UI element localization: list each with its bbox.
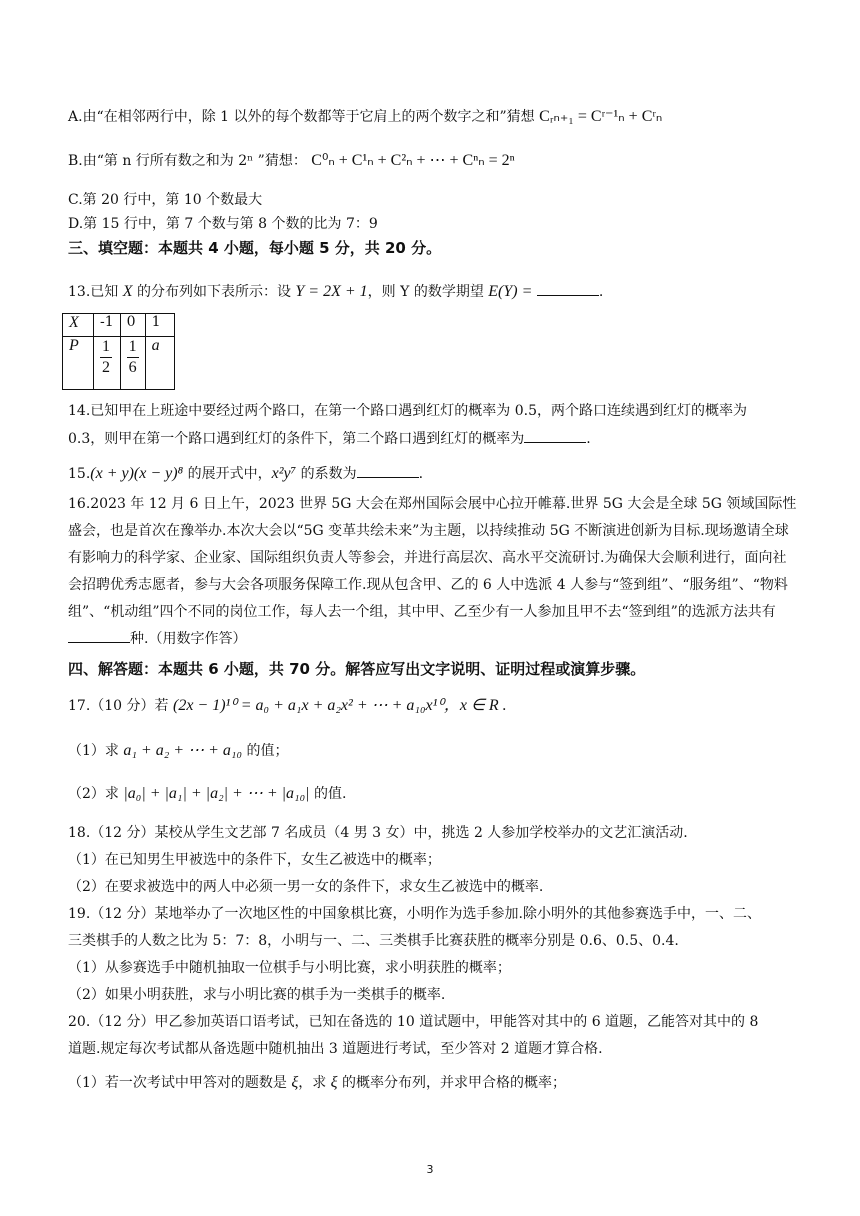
q17-p1-suffix: 的值；: [242, 743, 289, 759]
fraction: [127, 337, 139, 378]
q16-text: 16.2023 年 12 月 6 日上午，2023 世界 5G 大会在郑州国际会展中心拉开帷幕.世界 5G 大会是全球 5G 领域国际性盛会，也是首次在豫举办.本次大会以“5G 变革共绘未来”为主题，以持续推动 5G 不断演进创新为目标.现场邀请全球有影响力的科学家、企业家、国际组织负责人等参会，并进行高层次、高水平交流研讨.为确保大会顺利进行，面向社会招聘优秀志愿者，参与大会各项服务保障工作.现从包含甲、乙的 6 人中选派 4 人参与“签到组”、“服务组”、“物料组”、“机动组”四个不同的岗位工作，每人去一个组，其中甲、乙至少有一人参加且甲不去“签到组”的选派方法共有: [68, 496, 797, 620]
q13-var-x: X: [122, 283, 133, 300]
question-14-line-1: 14.已知甲在上班途中要经过两个路口，在第一个路口遇到红灯的概率为 0.5，两个路口连续遇到红灯的概率为: [68, 403, 747, 419]
q16-answer-blank[interactable]: [68, 628, 130, 643]
table-row: [63, 314, 175, 337]
q15-expression: (x + y)(x − y)⁸: [90, 465, 184, 482]
q13-answer-blank[interactable]: [537, 281, 599, 296]
question-20-line-2: 道题.规定每次考试都从备选题中随机抽出 3 道题进行考试，至少答对 2 道题才算合格.: [68, 1041, 603, 1057]
question-17-part-2: [68, 784, 346, 804]
table-cell: 1: [145, 314, 174, 337]
q15-mid: 的展开式中，: [183, 466, 272, 482]
fraction: [100, 337, 112, 378]
q17-domain: ，x ∈ R .: [443, 697, 507, 714]
question-19-line-1: 19.（12 分）某地举办了一次地区性的中国象棋比赛，小明作为选手参加.除小明外的其他参赛选手中，一、二、: [68, 906, 761, 922]
table-cell: X: [63, 314, 94, 337]
q17-prefix: 17.（10 分）若: [68, 698, 173, 714]
q14-text: 0.3，则甲在第一个路口遇到红灯的条件下，第二个路口遇到红灯的概率为: [68, 431, 525, 447]
q20-xi: ξ: [291, 1074, 299, 1091]
q13-formula: Y = 2X + 1: [295, 283, 368, 300]
section-4-heading: 四、解答题：本题共 6 小题，共 70 分。解答应写出文字说明、证明过程或演算步骤。: [68, 660, 646, 678]
section-3-heading: 三、填空题：本题共 4 小题，每小题 5 分，共 20 分。: [68, 239, 442, 257]
question-18-part-2: （2）在要求被选中的两人中必须一男一女的条件下，求女生乙被选中的概率.: [68, 879, 544, 895]
q16-suffix: 种.（用数字作答）: [130, 631, 247, 647]
q17-p1-formula: a₁ + a₂ + ⋯ + a₁₀: [123, 742, 242, 759]
q20-xi-2: ξ: [330, 1074, 338, 1091]
q13-text-b: 的分布列如下表所示：设: [132, 284, 296, 300]
q17-p1-prefix: （1）求: [68, 743, 124, 759]
q14-answer-blank[interactable]: [524, 428, 586, 443]
q20-p1-prefix: （1）若一次考试中甲答对的题数是: [68, 1075, 292, 1091]
question-19-line-2: 三类棋手的人数之比为 5：7：8，小明与一、二、三类棋手比赛获胜的概率分别是 0.6、0.5、0.4.: [68, 933, 679, 949]
distribution-table: [62, 313, 175, 390]
fraction-denominator: 6: [128, 359, 137, 376]
option-b: [68, 151, 515, 171]
q13-text-a: 13.已知: [68, 284, 123, 300]
table-cell: a: [145, 337, 174, 390]
q17-p2-prefix: （2）求: [68, 786, 124, 802]
page-number: 3: [426, 1163, 434, 1176]
question-17: [68, 696, 507, 716]
question-15: 15.(x + y)(x − y)⁸ 的展开式中，x²y⁷ 的系数为 .: [68, 465, 424, 482]
q17-p2-suffix: 的值.: [309, 786, 347, 802]
table-cell: P: [63, 337, 94, 390]
option-d: D.第 15 行中，第 7 个数与第 8 个数的比为 7：9: [68, 216, 378, 232]
q15-term: x²y⁷: [271, 465, 297, 482]
option-b-formula: C⁰ₙ + C¹ₙ + C²ₙ + ⋯ + Cⁿₙ = 2ⁿ: [311, 152, 515, 169]
question-19-part-1: （1）从参赛选手中随机抽取一位棋手与小明比赛，求小明获胜的概率；: [68, 960, 511, 976]
q20-p1-mid: ，求: [298, 1075, 331, 1091]
q15-prefix: 15.: [68, 466, 91, 482]
q15-suffix: 的系数为: [296, 466, 357, 482]
table-cell: -1: [94, 314, 121, 337]
question-18: 18.（12 分）某校从学生文艺部 7 名成员（4 男 3 女）中，挑选 2 人参加学校举办的文艺汇演活动.: [68, 825, 688, 841]
question-19-part-2: （2）如果小明获胜，求与小明比赛的棋手为一类棋手的概率.: [68, 987, 446, 1003]
question-14-line-2: 0.3，则甲在第一个路口遇到红灯的条件下，第二个路口遇到红灯的概率为 .: [68, 428, 591, 449]
question-16: [68, 491, 798, 653]
table-cell: [94, 337, 121, 390]
option-a: [68, 107, 662, 127]
table-cell: 0: [120, 314, 145, 337]
q13-text-c: ，则 Y 的数学期望: [367, 284, 489, 300]
option-c: C.第 20 行中，第 10 个数最大: [68, 192, 263, 208]
q13-expectation: E(Y) =: [488, 283, 533, 300]
option-b-text: B.由“第 n 行所有数之和为 2ⁿ ”猜想：: [68, 153, 307, 169]
question-18-part-1: （1）在已知男生甲被选中的条件下，女生乙被选中的概率；: [68, 852, 441, 868]
q17-p2-formula: |a₀| + |a₁| + |a₂| + ⋯ + |a₁₀|: [123, 785, 310, 802]
fraction-denominator: 2: [102, 359, 110, 376]
q17-formula: (2x − 1)¹⁰ = a₀ + a₁x + a₂x² + ⋯ + a₁₀x¹⁰: [172, 697, 444, 714]
question-20-part-1: [68, 1073, 566, 1093]
question-13: 13.已知 X 的分布列如下表所示：设 Y = 2X + 1，则 Y 的数学期望 E(Y) = .: [68, 283, 604, 300]
option-a-text: A.由“在相邻两行中，除 1 以外的每个数都等于它肩上的两个数字之和”猜想: [68, 109, 535, 125]
table-cell: [120, 337, 145, 390]
q20-p1-suffix: 的概率分布列，并求甲合格的概率；: [337, 1075, 566, 1091]
table-row: [63, 337, 175, 390]
option-a-formula: Cᵣₙ₊₁ = Cʳ⁻¹ₙ + Cʳₙ: [539, 108, 663, 125]
question-20-line-1: 20.（12 分）甲乙参加英语口语考试，已知在备选的 10 道试题中，甲能答对其中的 6 道题，乙能答对其中的 8: [68, 1014, 759, 1030]
fraction-numerator: 1: [127, 337, 139, 358]
fraction-numerator: 1: [100, 337, 112, 358]
question-17-part-1: [68, 741, 288, 761]
q15-answer-blank[interactable]: [357, 463, 419, 478]
